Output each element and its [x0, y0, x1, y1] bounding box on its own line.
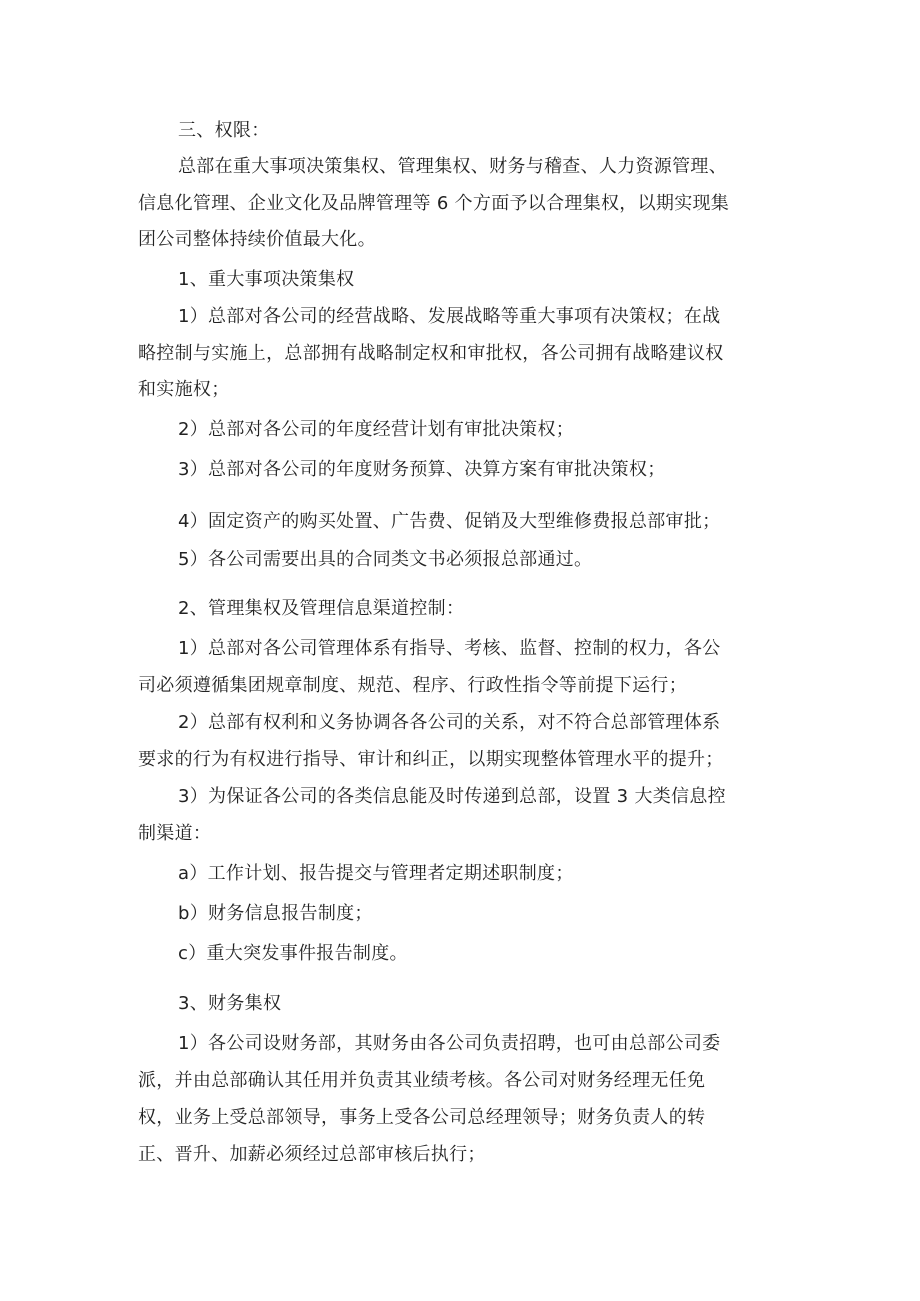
paragraph-line: 司必须遵循集团规章制度、规范、程序、行政性指令等前提下运行； — [138, 675, 687, 696]
paragraph-line: 制渠道： — [138, 823, 212, 844]
paragraph-line: 1）总部对各公司的经营战略、发展战略等重大事项有决策权；在战 — [178, 306, 721, 327]
paragraph-line: 正、晋升、加薪必须经过总部审核后执行； — [138, 1144, 486, 1165]
subsection-heading: 1、重大事项决策集权 — [178, 269, 355, 290]
paragraph-line: 权，业务上受总部领导，事务上受各公司总经理领导；财务负责人的转 — [138, 1107, 706, 1128]
paragraph-line: 要求的行为有权进行指导、审计和纠正，以期实现整体管理水平的提升； — [138, 749, 724, 770]
paragraph-line: 1）总部对各公司管理体系有指导、考核、监督、控制的权力，各公 — [178, 638, 721, 659]
list-item: 5）各公司需要出具的合同类文书必须报总部通过。 — [178, 549, 593, 570]
paragraph-line: 团公司整体持续价值最大化。 — [138, 229, 376, 250]
paragraph-line: 和实施权； — [138, 379, 230, 400]
subsection-heading: 2、管理集权及管理信息渠道控制： — [178, 598, 465, 619]
list-item: c）重大突发事件报告制度。 — [178, 943, 408, 964]
list-item: 2）总部对各公司的年度经营计划有审批决策权； — [178, 419, 575, 440]
list-item: 3）总部对各公司的年度财务预算、决算方案有审批决策权； — [178, 459, 666, 480]
paragraph-line: 派，并由总部确认其任用并负责其业绩考核。各公司对财务经理无任免 — [138, 1070, 706, 1091]
paragraph-line: 3）为保证各公司的各类信息能及时传递到总部，设置 3 大类信息控 — [178, 786, 726, 807]
paragraph-line: 信息化管理、企业文化及品牌管理等 6 个方面予以合理集权，以期实现集 — [138, 193, 730, 214]
paragraph-line: 1）各公司设财务部，其财务由各公司负责招聘，也可由总部公司委 — [178, 1033, 721, 1054]
paragraph-line: 2）总部有权利和义务协调各各公司的关系，对不符合总部管理体系 — [178, 712, 721, 733]
list-item: b）财务信息报告制度； — [178, 903, 373, 924]
list-item: 4）固定资产的购买处置、广告费、促销及大型维修费报总部审批； — [178, 511, 721, 532]
section-heading: 三、权限： — [178, 120, 270, 141]
list-item: a）工作计划、报告提交与管理者定期述职制度； — [178, 863, 574, 884]
paragraph-line: 总部在重大事项决策集权、管理集权、财务与稽查、人力资源管理、 — [178, 156, 727, 177]
paragraph-line: 略控制与实施上，总部拥有战略制定权和审批权，各公司拥有战略建议权 — [138, 343, 724, 364]
subsection-heading: 3、财务集权 — [178, 993, 282, 1014]
